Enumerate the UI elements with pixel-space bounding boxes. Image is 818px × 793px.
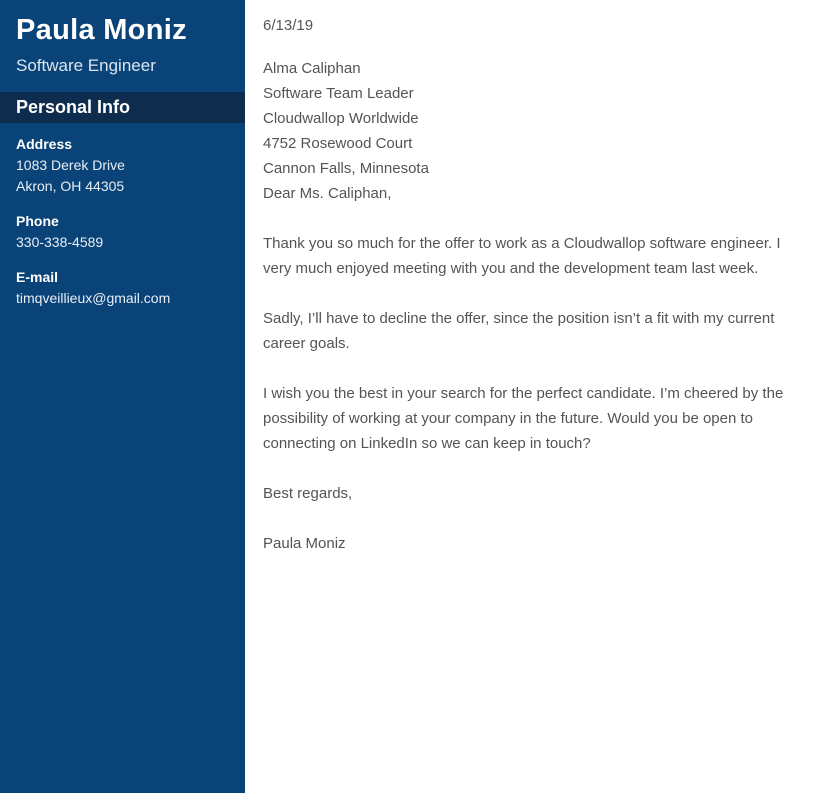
phone-value: 330-338-4589 [16,234,104,250]
address-line-2: Akron, OH 44305 [16,178,125,194]
phone-field [16,211,229,253]
letter-body [245,0,818,793]
letter-date: 6/13/19 [263,17,314,34]
email-value: timqveillieux@gmail.com [16,290,171,306]
sidebar-header [0,0,245,77]
personal-info-heading: Personal Info [16,97,131,117]
recipient-city: Cannon Falls, Minnesota [263,160,429,177]
recipient-name: Alma Caliphan [263,60,361,77]
recipient-street: 4752 Rosewood Court [263,135,413,152]
personal-info-fields [0,123,245,309]
address-field [16,134,229,197]
paragraph-wishes: I wish you the best in your search for the perfect candidate. I’m cheered by the possibility of working at your company in the future. Would you be open to connecting on LinkedIn so we can keep in touch? [263,385,784,452]
paragraph-decline: Sadly, I’ll have to decline the offer, since the position isn’t a fit with my current career goals. [263,310,775,352]
address-label: Address [16,136,73,152]
recipient-company: Cloudwallop Worldwide [263,110,419,127]
candidate-name: Paula Moniz [16,14,187,46]
sidebar [0,0,245,793]
email-label: E-mail [16,269,59,285]
salutation: Dear Ms. Caliphan, [263,185,392,202]
phone-label: Phone [16,213,59,229]
paragraph-thanks: Thank you so much for the offer to work as a Cloudwallop software engineer. I very much enjoyed meeting with you and the development team last week. [263,235,781,277]
address-line-1: 1083 Derek Drive [16,157,125,173]
signature: Paula Moniz [263,535,346,552]
personal-info-section-band [0,92,245,123]
closing: Best regards, [263,485,353,502]
job-title: Software Engineer [16,56,156,75]
email-field [16,267,229,309]
recipient-block [263,56,788,181]
recipient-title: Software Team Leader [263,85,414,102]
